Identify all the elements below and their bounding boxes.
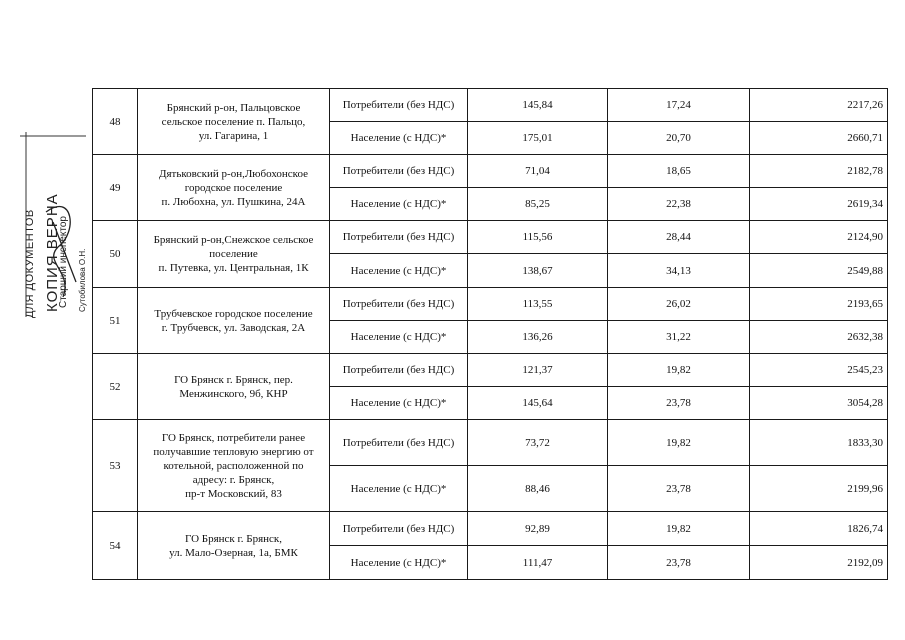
value-1-cell: 145,84 <box>468 89 608 122</box>
value-1-cell: 121,37 <box>468 354 608 387</box>
location-line: пр-т Московский, 83 <box>185 487 282 500</box>
table-row <box>93 512 888 546</box>
value-3-cell: 2192,09 <box>750 546 888 580</box>
category-cell: Население (с НДС)* <box>330 188 468 221</box>
stamp-line-copy-true: КОПИЯ ВЕРНА <box>44 193 61 312</box>
table-row <box>93 221 888 254</box>
row-number: 51 <box>93 288 138 354</box>
location-line: п. Любохна, ул. Пушкина, 24А <box>161 195 306 208</box>
value-2-cell: 22,38 <box>608 188 750 221</box>
table-row <box>93 155 888 188</box>
location-line: г. Трубчевск, ул. Заводская, 2А <box>161 321 306 334</box>
location-line: Брянский р-он, Пальцовское <box>166 101 301 114</box>
table-row <box>93 89 888 122</box>
location-cell <box>138 512 330 580</box>
stamp-line-documents: ДЛЯ ДОКУМЕНТОВ <box>24 209 36 318</box>
category-cell: Потребители (без НДС) <box>330 155 468 188</box>
value-1-cell: 136,26 <box>468 321 608 354</box>
value-3-cell: 2124,90 <box>750 221 888 254</box>
value-3-cell: 1826,74 <box>750 512 888 546</box>
table-row <box>93 420 888 466</box>
category-cell: Население (с НДС)* <box>330 546 468 580</box>
location-line: городское поселение <box>184 181 283 194</box>
location-line: ГО Брянск, потребители ранее <box>161 431 306 444</box>
value-3-cell: 2619,34 <box>750 188 888 221</box>
location-line: адресу: г. Брянск, <box>192 473 275 486</box>
value-3-cell: 3054,28 <box>750 387 888 420</box>
value-2-cell: 26,02 <box>608 288 750 321</box>
value-1-cell: 92,89 <box>468 512 608 546</box>
value-1-cell: 88,46 <box>468 466 608 512</box>
location-line: Брянский р-он,Снежское сельское <box>153 234 314 246</box>
value-1-cell: 73,72 <box>468 420 608 466</box>
row-number: 53 <box>93 420 138 512</box>
location-cell <box>138 420 330 512</box>
value-1-cell: 138,67 <box>468 254 608 288</box>
value-2-cell: 23,78 <box>608 466 750 512</box>
value-2-cell: 19,82 <box>608 354 750 387</box>
row-number: 49 <box>93 155 138 221</box>
location-line: Трубчевское городское поселение <box>154 307 313 320</box>
value-1-cell: 175,01 <box>468 122 608 155</box>
location-line: Дятьковский р-он,Любохонское <box>158 167 308 180</box>
value-3-cell: 2545,23 <box>750 354 888 387</box>
tariff-table-body <box>93 89 888 580</box>
value-2-cell: 23,78 <box>608 546 750 580</box>
location-cell <box>138 288 330 354</box>
location-line: поселение <box>209 248 258 260</box>
certification-stamp <box>18 122 88 322</box>
location-line: получавшие тепловую энергию от <box>153 445 314 458</box>
category-cell: Потребители (без НДС) <box>330 354 468 387</box>
category-cell: Население (с НДС)* <box>330 321 468 354</box>
location-line: ул. Мало-Озерная, 1а, БМК <box>169 546 298 559</box>
value-3-cell: 2193,65 <box>750 288 888 321</box>
value-2-cell: 34,13 <box>608 254 750 288</box>
category-cell: Потребители (без НДС) <box>330 221 468 254</box>
category-cell: Население (с НДС)* <box>330 466 468 512</box>
value-2-cell: 17,24 <box>608 89 750 122</box>
category-cell: Потребители (без НДС) <box>330 420 468 466</box>
value-1-cell: 111,47 <box>468 546 608 580</box>
row-number: 54 <box>93 512 138 580</box>
value-1-cell: 113,55 <box>468 288 608 321</box>
location-line: сельское поселение п. Пальцо, <box>161 115 306 128</box>
category-cell: Потребители (без НДС) <box>330 288 468 321</box>
location-line: ул. Гагарина, 1 <box>198 129 269 142</box>
row-number: 50 <box>93 221 138 288</box>
value-1-cell: 145,64 <box>468 387 608 420</box>
category-cell: Население (с НДС)* <box>330 387 468 420</box>
value-2-cell: 19,82 <box>608 512 750 546</box>
row-number: 52 <box>93 354 138 420</box>
location-line: ГО Брянск г. Брянск, <box>184 532 283 545</box>
value-3-cell: 2660,71 <box>750 122 888 155</box>
location-line: п. Путевка, ул. Центральная, 1К <box>158 262 309 274</box>
value-1-cell: 85,25 <box>468 188 608 221</box>
value-2-cell: 18,65 <box>608 155 750 188</box>
value-3-cell: 2549,88 <box>750 254 888 288</box>
location-line: Менжинского, 9б, КНР <box>179 387 288 400</box>
location-cell <box>138 155 330 221</box>
table-row <box>93 354 888 387</box>
value-2-cell: 31,22 <box>608 321 750 354</box>
value-1-cell: 71,04 <box>468 155 608 188</box>
category-cell: Потребители (без НДС) <box>330 512 468 546</box>
table-row <box>93 288 888 321</box>
value-2-cell: 23,78 <box>608 387 750 420</box>
tariff-table <box>92 88 888 580</box>
location-cell <box>138 354 330 420</box>
stamp-signer-name: Сутобилова О.Н. <box>78 248 87 312</box>
value-2-cell: 19,82 <box>608 420 750 466</box>
value-2-cell: 20,70 <box>608 122 750 155</box>
stamp-line-inspector: Старший инспектор <box>58 216 69 308</box>
value-3-cell: 2182,78 <box>750 155 888 188</box>
location-line: ГО Брянск г. Брянск, пер. <box>174 373 293 386</box>
location-cell <box>138 221 330 288</box>
value-3-cell: 1833,30 <box>750 420 888 466</box>
value-1-cell: 115,56 <box>468 221 608 254</box>
value-2-cell: 28,44 <box>608 221 750 254</box>
location-cell <box>138 89 330 155</box>
category-cell: Население (с НДС)* <box>330 122 468 155</box>
value-3-cell: 2199,96 <box>750 466 888 512</box>
location-line: котельной, расположенной по <box>163 459 304 472</box>
row-number: 48 <box>93 89 138 155</box>
value-3-cell: 2217,26 <box>750 89 888 122</box>
category-cell: Население (с НДС)* <box>330 254 468 288</box>
category-cell: Потребители (без НДС) <box>330 89 468 122</box>
value-3-cell: 2632,38 <box>750 321 888 354</box>
